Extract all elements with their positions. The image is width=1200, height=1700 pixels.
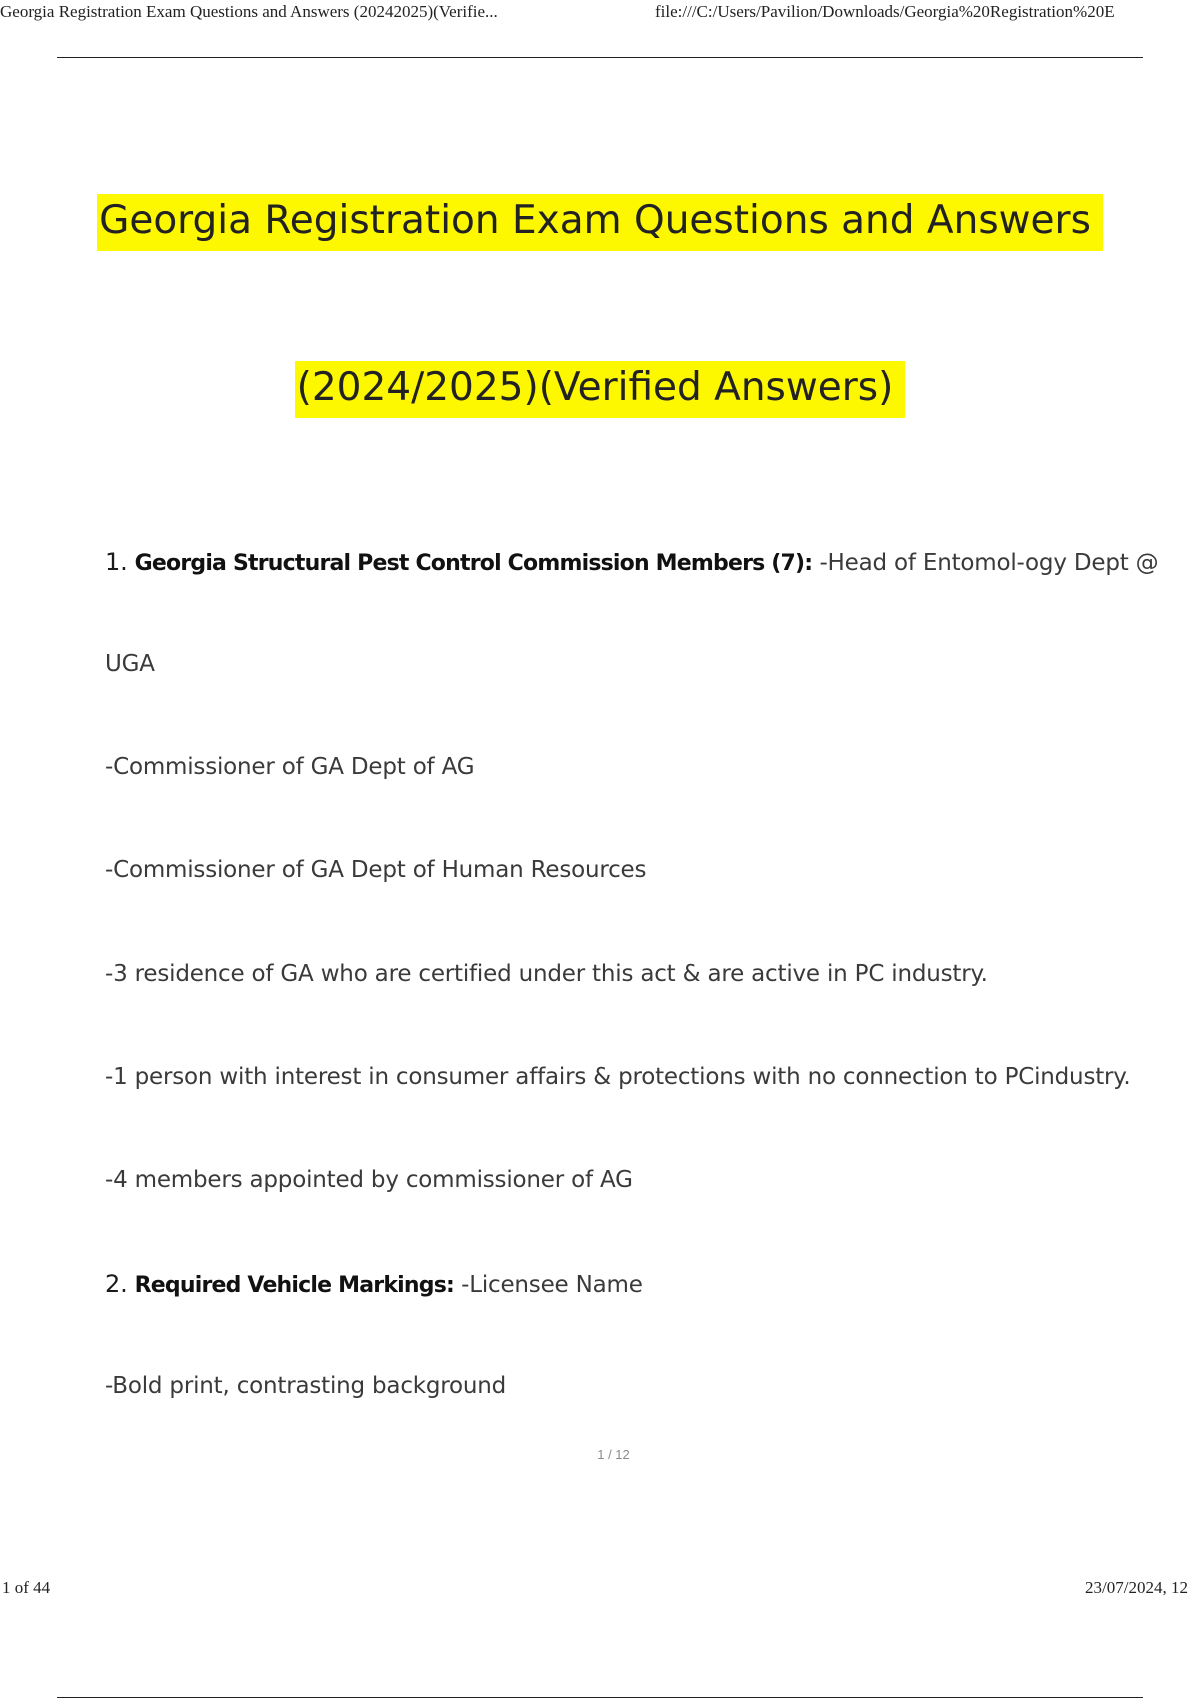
answer-line: -4 members appointed by commissioner of AG	[105, 1167, 633, 1193]
page-indicator: 1 / 12	[597, 1447, 630, 1462]
answer-text: -Head of Entomol-ogy Dept @	[819, 550, 1159, 576]
footer-divider	[57, 1697, 1143, 1698]
document-title-line-1	[0, 198, 1200, 243]
title-highlight-2: (2024/2025)(Verified Answers)	[295, 361, 906, 418]
print-header	[0, 2, 1200, 28]
document-title-line-2	[0, 365, 1200, 410]
header-divider	[57, 57, 1143, 58]
answer-line: -Commissioner of GA Dept of Human Resources	[105, 857, 647, 883]
question-number: 1.	[105, 548, 128, 576]
answer-text: -Licensee Name	[461, 1272, 643, 1298]
question-text: Required Vehicle Markings:	[134, 1273, 454, 1298]
answer-line: -1 person with interest in consumer affairs & protections with no connection to PCindustry.	[105, 1064, 1131, 1090]
title-highlight-1: Georgia Registration Exam Questions and Answers	[97, 194, 1103, 251]
question-1	[105, 548, 1158, 576]
answer-line: -Bold print, contrasting background	[105, 1373, 507, 1399]
print-footer	[0, 1578, 1200, 1604]
question-2	[105, 1270, 643, 1298]
answer-line: -3 residence of GA who are certified under this act & are active in PC industry.	[105, 961, 988, 987]
question-number: 2.	[105, 1270, 128, 1298]
answer-line: UGA	[105, 651, 155, 677]
question-text: Georgia Structural Pest Control Commission Members (7):	[134, 551, 813, 576]
print-header-file-path: file:///C:/Users/Pavilion/Downloads/Georgia%20Registration%20E	[655, 2, 1115, 21]
print-header-title: Georgia Registration Exam Questions and Answers (20242025)(Verifie...	[0, 2, 498, 21]
print-footer-page-count: 1 of 44	[2, 1578, 51, 1597]
answer-line: -Commissioner of GA Dept of AG	[105, 754, 475, 780]
print-footer-datetime: 23/07/2024, 12	[1085, 1578, 1188, 1597]
